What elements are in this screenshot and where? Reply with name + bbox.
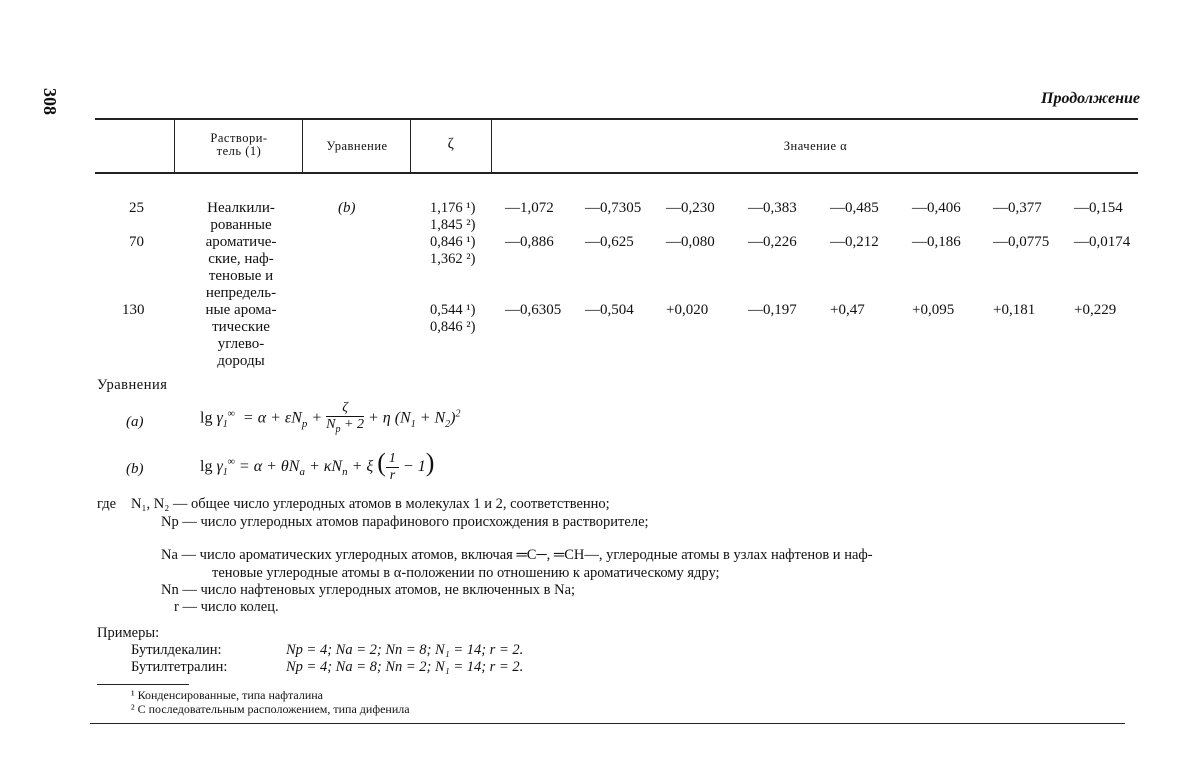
- equation-reference: (b): [338, 200, 356, 216]
- row-temperature: 25: [129, 200, 144, 216]
- example-name: Бутилтетралин:: [131, 659, 228, 675]
- col-divider-4: [491, 120, 492, 172]
- header-alpha-value: Значение α: [783, 139, 848, 153]
- footnote-rule: [97, 684, 189, 685]
- alpha-value: —0,0775: [993, 234, 1050, 250]
- row-temperature: 70: [129, 234, 144, 250]
- definition-na-line1: Na — число ароматических углеродных атомов, включая ═C─, ═CH—, углеродные атомы в узлах нафтенов и наф-: [161, 547, 873, 563]
- example-values: Np = 4; Na = 8; Nn = 2; N₁ = 14; r = 2.: [286, 659, 524, 675]
- page-number: 308: [40, 88, 60, 115]
- footnote: ² С последовательным расположением, типа дифенила: [131, 702, 410, 716]
- examples-heading: Примеры:: [97, 625, 160, 641]
- solvent-description: Неалкили- рованные ароматиче- ские, наф- теновые и непредель- ные арома- тические углево- дороды: [205, 200, 277, 369]
- table-header-rule: [95, 172, 1138, 174]
- alpha-value: —0,212: [830, 234, 879, 250]
- alpha-value: +0,095: [912, 302, 955, 318]
- continuation-label: Продолжение: [1041, 90, 1140, 107]
- alpha-value: +0,020: [666, 302, 709, 318]
- col-divider-2: [302, 120, 303, 172]
- alpha-value: —0,226: [748, 234, 797, 250]
- alpha-value: —0,383: [748, 200, 797, 216]
- alpha-value: —0,230: [666, 200, 715, 216]
- col-divider-1: [174, 120, 175, 172]
- definition-nn: Nn — число нафтеновых углеродных атомов, не включенных в Na;: [161, 582, 576, 598]
- row-zeta: 1,176 ¹) 1,845 ²): [430, 200, 476, 233]
- equation-b: $\lg \gamma_1^\infty = \alpha + \theta N_a + \kappa N_n + \xi$ ( $\frac{1}{r}$ − 1): [200, 448, 435, 483]
- definition-r: r — число колец.: [174, 599, 279, 615]
- alpha-value: +0,181: [993, 302, 1036, 318]
- row-zeta: 0,544 ¹) 0,846 ²): [430, 302, 476, 335]
- definition-na-line2: теновые углеродные атомы в α-положении по отношению к ароматическому ядру;: [212, 565, 720, 581]
- alpha-value: —0,504: [585, 302, 634, 318]
- example-name: Бутилдекалин:: [131, 642, 222, 658]
- footnote: ¹ Конденсированные, типа нафталина: [131, 688, 324, 702]
- alpha-value: —0,6305: [505, 302, 562, 318]
- equations-heading: Уравнения: [97, 377, 168, 393]
- header-solvent: Раствори- тель (1): [210, 131, 268, 158]
- definition-n1-n2: N₁, N₂ — общее число углеродных атомов в молекулах 1 и 2, соответственно;: [131, 496, 610, 512]
- alpha-value: —0,485: [830, 200, 879, 216]
- page-bottom-rule: [90, 723, 1125, 724]
- equation-a: $\lg \gamma_1^\infty = \alpha + \varepsilon N_p$ + $\frac{\zeta}{N_p + 2}$ + η $(N_1 + N_2)^2$: [200, 400, 461, 435]
- header-zeta: ζ: [447, 136, 455, 152]
- alpha-value: —0,377: [993, 200, 1042, 216]
- example-values: Np = 4; Na = 2; Nn = 8; N₁ = 14; r = 2.: [286, 642, 524, 658]
- alpha-value: +0,229: [1074, 302, 1117, 318]
- alpha-value: +0,47: [830, 302, 865, 318]
- equation-b-label: (b): [126, 461, 144, 477]
- table-top-rule: [95, 118, 1138, 120]
- alpha-value: —0,0174: [1074, 234, 1131, 250]
- row-temperature: 130: [122, 302, 145, 318]
- alpha-value: —0,186: [912, 234, 961, 250]
- alpha-value: —0,080: [666, 234, 715, 250]
- alpha-value: —0,886: [505, 234, 554, 250]
- alpha-value: —1,072: [505, 200, 554, 216]
- equation-a-label: (a): [126, 414, 144, 430]
- row-zeta: 0,846 ¹) 1,362 ²): [430, 234, 476, 267]
- definition-np: Np — число углеродных атомов парафинового происхождения в растворителе;: [161, 514, 649, 530]
- definition-intro: где: [97, 496, 117, 512]
- alpha-value: —0,154: [1074, 200, 1123, 216]
- alpha-value: —0,625: [585, 234, 634, 250]
- alpha-value: —0,197: [748, 302, 797, 318]
- col-divider-3: [410, 120, 411, 172]
- alpha-value: —0,406: [912, 200, 961, 216]
- alpha-value: —0,7305: [585, 200, 642, 216]
- header-equation: Уравнение: [326, 139, 388, 153]
